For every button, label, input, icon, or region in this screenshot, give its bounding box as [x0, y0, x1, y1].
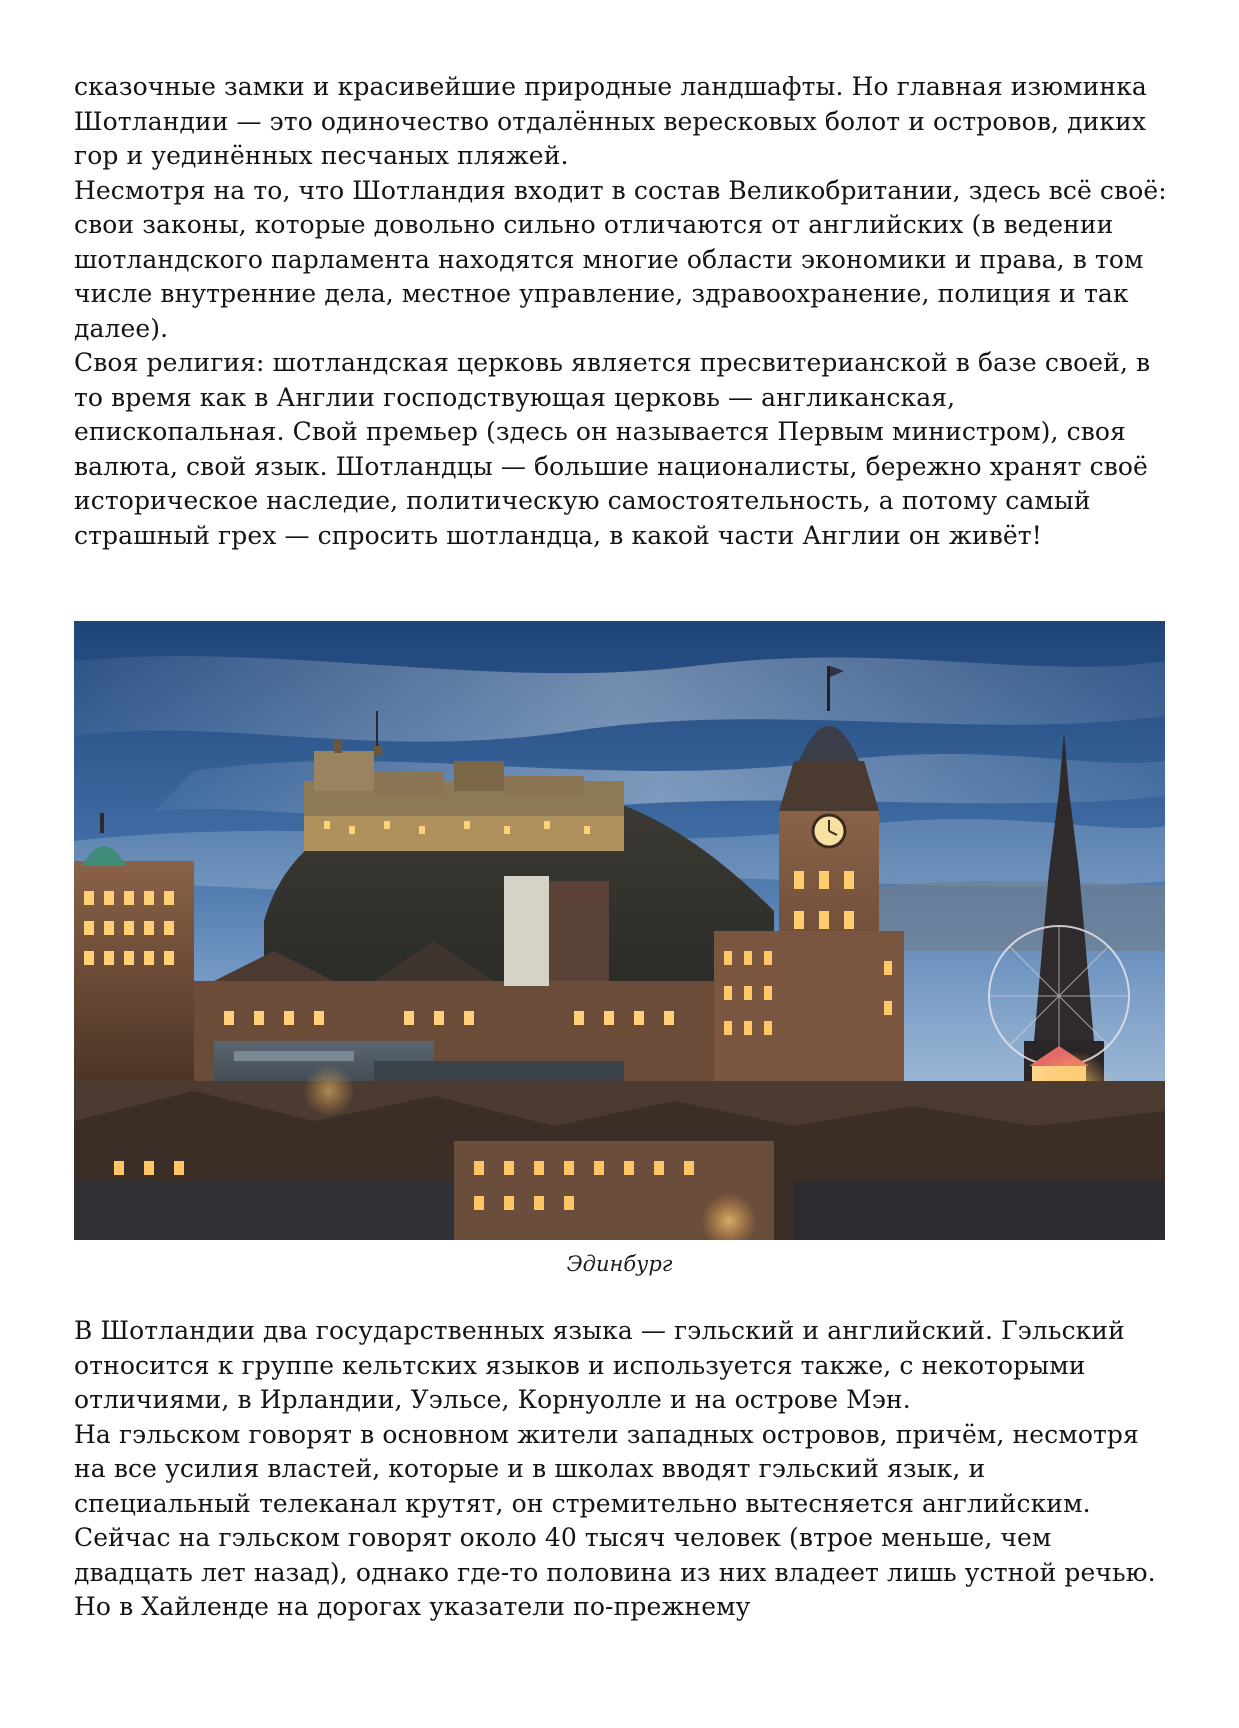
text-block-top: [74, 70, 1170, 553]
paragraph: сказочные замки и красивейшие природные ландшафты. Но главная изюминка Шотландии — это одиночество отдалённых вересковых болот и островов, диких гор и уединённых песчаных пляжей.: [74, 72, 1147, 170]
paragraph: В Шотландии два государственных языка — гэльский и английский. Гэльский относится к группе кельтских языков и используется также, с некоторыми отличиями, в Ирландии, Уэльсе, Корнуолле и на острове Мэн.: [74, 1316, 1125, 1414]
edinburgh-photo: [74, 621, 1165, 1240]
paragraph: Несмотря на то, что Шотландия входит в состав Великобритании, здесь всё своё: свои законы, которые довольно сильно отличаются от английских (в ведении шотландского парламента находятся многие области экономики и права, в том числе внутренние дела, местное управление, здравоохранение, полиция и так далее).: [74, 175, 1167, 343]
edinburgh-illustration: [74, 621, 1165, 1240]
figure-caption: Эдинбург: [566, 1252, 673, 1276]
text-block-bottom: [74, 1314, 1170, 1625]
paragraph: Своя религия: шотландская церковь является пресвитерианской в базе своей, в то время как в Англии господствующая церковь — англиканская, епископальная. Свой премьер (здесь он называется Первым министром), своя валюта, свой язык. Шотландцы — большие националисты, бережно хранят своё историческое наследие, политическую самостоятельность, а потому самый страшный грех — спросить шотландца, в какой части Англии он живёт!: [74, 348, 1151, 550]
paragraph: На гэльском говорят в основном жители западных островов, причём, несмотря на все усилия властей, которые и в школах вводят гэльский язык, и специальный телеканал крутят, он стремительно вытесняется английским. Сейчас на гэльском говорят около 40 тысяч человек (втрое меньше, чем двадцать лет назад), однако где-то половина из них владеет лишь устной речью. Но в Хайленде на дорогах указатели по-прежнему: [74, 1419, 1156, 1621]
